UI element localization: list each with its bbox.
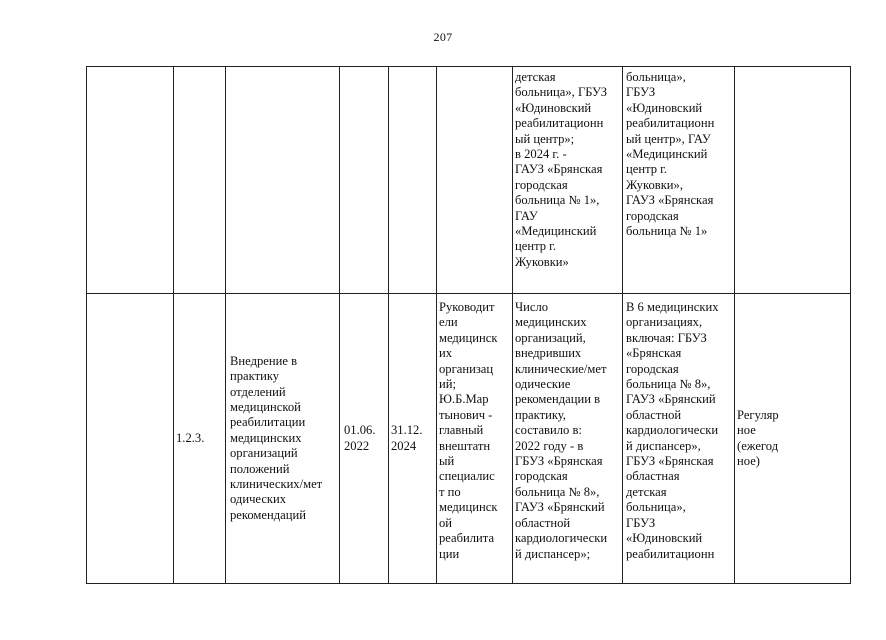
page-number: 207 — [433, 30, 453, 44]
cell-number — [176, 294, 224, 583]
cell-measure-name — [230, 294, 338, 583]
periodicity: Регуляр ное (ежегод ное) — [737, 407, 779, 468]
col-border-0 — [86, 66, 87, 584]
table-bottom-border — [86, 583, 851, 584]
cell-end-date — [391, 294, 435, 583]
end-date: 31.12. 2024 — [391, 423, 423, 453]
cell-result-continued: больница», ГБУЗ «Юдиновский реабилитационн ый центр», ГАУ «Медицинский центр г. Жуковки», ГАУЗ «Брянская городская больница № 1» — [626, 70, 715, 239]
col-border-8 — [734, 66, 735, 584]
col-border-3 — [339, 66, 340, 584]
cell-indicator: Число медицинских организаций, внедривших клинические/мет одические рекомендации в практику, составило в: 2022 году - в ГБУЗ «Брянская городская больница № 8», ГАУЗ «Брянский областной кардиологически й диспансер»; — [515, 300, 608, 561]
cell-result: В 6 медицинских организациях, включая: ГБУЗ «Брянская городская больница № 8», ГАУЗ «Брянский областной кардиологически й диспансер», ГБУЗ «Брянская областная детская больница», ГБУЗ «Юдиновский реабилитационн — [626, 300, 719, 561]
col-border-5 — [436, 66, 437, 584]
col-border-1 — [173, 66, 174, 584]
col-border-7 — [622, 66, 623, 584]
start-date: 01.06. 2022 — [344, 423, 376, 453]
col-border-9 — [850, 66, 851, 584]
col-border-6 — [512, 66, 513, 584]
measure-name: Внедрение в практику отделений медицинской реабилитации медицинских организаций положений клинических/мет одических рекомендаций — [230, 353, 323, 522]
cell-responsible: Руководит ели медицинск их организац ий; Ю.Б.Мар тынович - главный внештатн ый специалис т по медицинск ой реабилита ции — [439, 300, 498, 561]
cell-periodicity — [737, 294, 849, 583]
col-border-4 — [388, 66, 389, 584]
table-top-border — [86, 66, 851, 67]
cell-executors-continued: детская больница», ГБУЗ «Юдиновский реабилитационн ый центр»; в 2024 г. - ГАУЗ «Брянская городская больница № 1», ГАУ «Медицинский центр г. Жуковки» — [515, 70, 608, 269]
item-number: 1.2.3. — [176, 430, 205, 445]
col-border-2 — [225, 66, 226, 584]
cell-start-date — [344, 294, 387, 583]
plan-table — [86, 66, 851, 584]
